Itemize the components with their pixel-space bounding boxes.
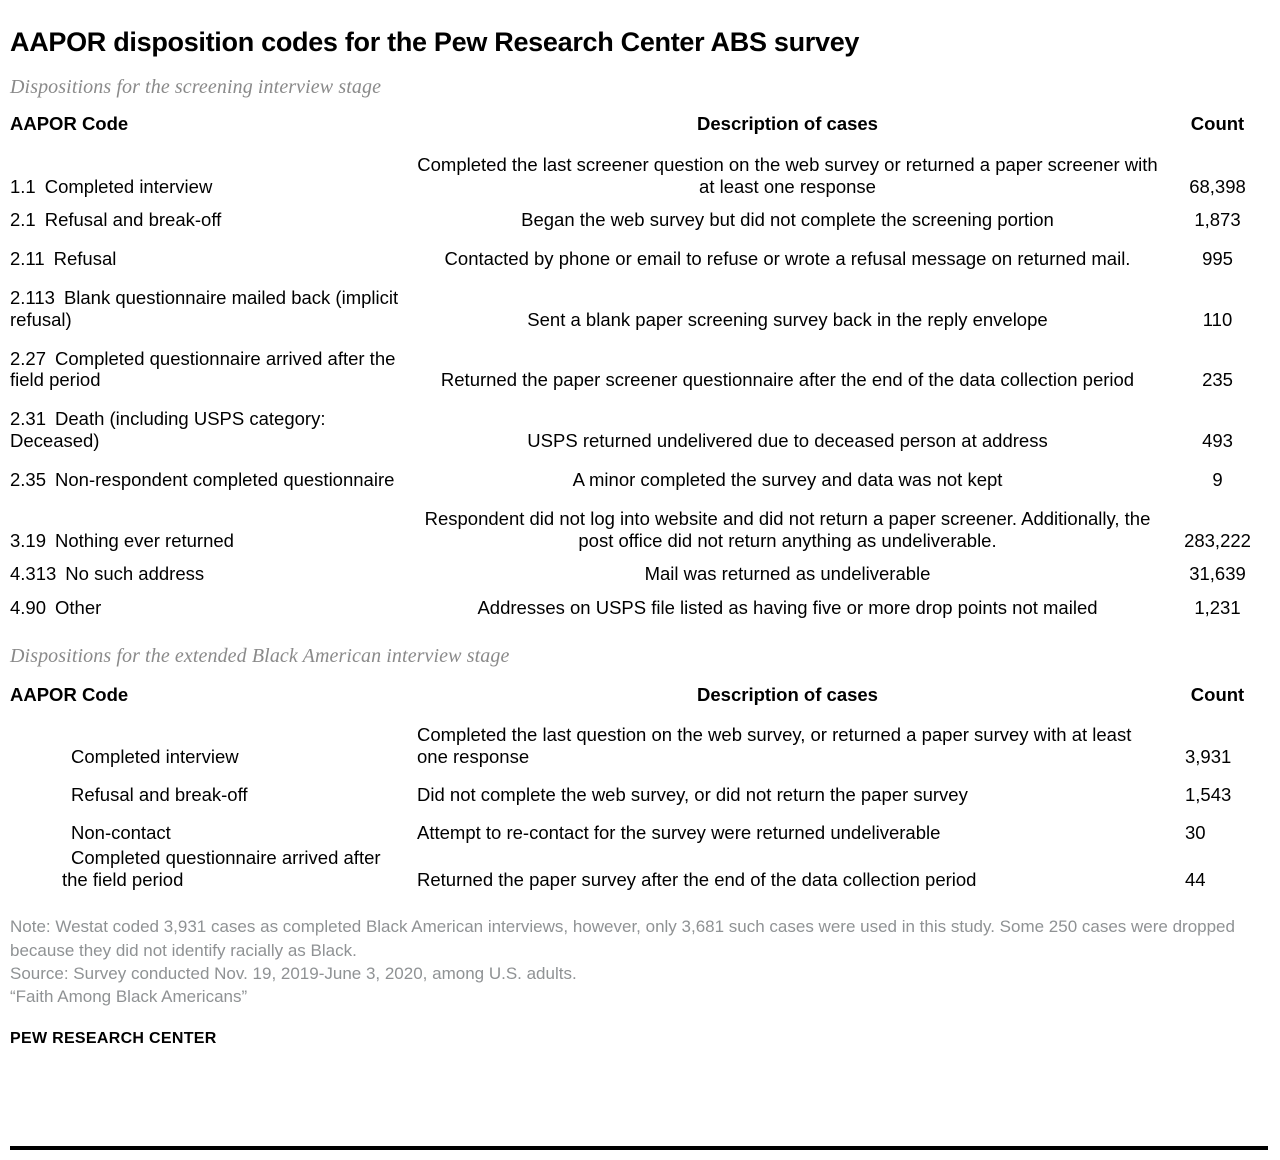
cell-aapor-code bbox=[10, 493, 410, 554]
code-label: Non-contact bbox=[71, 821, 171, 843]
code-number bbox=[10, 822, 71, 844]
cell-count: 30 bbox=[1185, 821, 1206, 843]
cell-description: Completed the last question on the web survey, or returned a paper survey with at least one response bbox=[417, 724, 1132, 767]
cell-count: 9 bbox=[1212, 468, 1223, 490]
cell-aapor-code bbox=[10, 272, 410, 333]
screening-dispositions-table bbox=[10, 113, 1270, 621]
cell-description: Mail was returned as undeliverable bbox=[644, 563, 931, 585]
column-header-count: Count bbox=[1190, 112, 1245, 134]
cell-count: 1,231 bbox=[1194, 597, 1241, 619]
cell-count: 1,543 bbox=[1185, 783, 1232, 805]
column-header-count: Count bbox=[1190, 684, 1245, 706]
table-row bbox=[10, 587, 1270, 621]
cell-description: Completed the last screener question on the web survey or returned a paper screener with at least one response bbox=[417, 153, 1158, 197]
cell-count: 235 bbox=[1202, 369, 1233, 391]
code-number: 1.1 bbox=[10, 175, 36, 197]
footnote-report-title: “Faith Among Black Americans” bbox=[10, 987, 248, 1007]
cell-aapor-code bbox=[10, 770, 410, 808]
table-row bbox=[10, 493, 1270, 554]
pew-research-center-brand: PEW RESEARCH CENTER bbox=[10, 1029, 217, 1047]
table-row bbox=[10, 553, 1270, 587]
footnote-source: Source: Survey conducted Nov. 19, 2019-June 3, 2020, among U.S. adults. bbox=[10, 963, 577, 983]
table-container-screening bbox=[10, 99, 1270, 621]
code-number: 2.35 bbox=[10, 468, 47, 490]
cell-description: Began the web survey but did not complete the screening portion bbox=[521, 209, 1054, 231]
code-label: Non-respondent completed questionnaire bbox=[55, 468, 395, 490]
code-number: 4.313 bbox=[10, 563, 57, 585]
cell-aapor-code bbox=[10, 393, 410, 454]
black-american-table-body bbox=[10, 710, 1270, 893]
cell-count: 1,873 bbox=[1194, 209, 1241, 231]
code-number: 2.113 bbox=[10, 287, 55, 308]
table-header-row bbox=[10, 113, 1270, 139]
cell-count: 3,931 bbox=[1185, 745, 1232, 767]
cell-aapor-code bbox=[10, 333, 410, 394]
cell-description: USPS returned undelivered due to deceased person at address bbox=[527, 430, 1048, 452]
column-header-description: Description of cases bbox=[697, 112, 878, 134]
cell-aapor-code bbox=[10, 710, 410, 770]
table-row bbox=[10, 808, 1270, 846]
cell-count: 68,398 bbox=[1189, 175, 1246, 197]
code-label: Completed questionnaire arrived after the field period bbox=[62, 847, 381, 891]
code-label: Death (including USPS category: Deceased) bbox=[10, 408, 326, 452]
cell-count: 283,222 bbox=[1184, 529, 1251, 551]
code-number bbox=[10, 784, 71, 806]
cell-aapor-code bbox=[10, 845, 410, 893]
cell-aapor-code bbox=[10, 587, 410, 621]
code-label: Refusal and break-off bbox=[71, 783, 248, 805]
column-header-code: AAPOR Code bbox=[10, 684, 129, 706]
cell-description: A minor completed the survey and data was not kept bbox=[572, 468, 1003, 490]
table-row bbox=[10, 845, 1270, 893]
table-row bbox=[10, 272, 1270, 333]
footnote-note: Note: Westat coded 3,931 cases as completed Black American interviews, however, only 3,681 such cases were used in this study. Some 250 cases were dropped because they did not identify racially as Black. bbox=[10, 917, 1235, 960]
code-label: Completed interview bbox=[44, 175, 213, 197]
table-row bbox=[10, 770, 1270, 808]
cell-count: 31,639 bbox=[1189, 563, 1246, 585]
code-number: 2.1 bbox=[10, 209, 36, 231]
cell-description: Returned the paper survey after the end of the data collection period bbox=[417, 869, 977, 891]
cell-count: 493 bbox=[1202, 430, 1233, 452]
code-label: Other bbox=[55, 597, 102, 619]
cell-aapor-code bbox=[10, 808, 410, 846]
code-number bbox=[10, 847, 71, 869]
cell-aapor-code bbox=[10, 233, 410, 272]
table-row bbox=[10, 233, 1270, 272]
cell-count: 995 bbox=[1202, 248, 1233, 270]
code-label: Completed interview bbox=[71, 745, 239, 767]
cell-count: 110 bbox=[1202, 308, 1233, 330]
cell-aapor-code bbox=[10, 139, 410, 200]
code-number: 2.27 bbox=[10, 347, 47, 369]
code-label: Nothing ever returned bbox=[55, 529, 234, 551]
table-header-row bbox=[10, 684, 1270, 710]
table-row bbox=[10, 710, 1270, 770]
code-label: Blank questionnaire mailed back (implicit refusal) bbox=[10, 287, 399, 330]
black-american-dispositions-table bbox=[10, 684, 1270, 893]
table-row bbox=[10, 199, 1270, 233]
section-subtitle-black-american: Dispositions for the extended Black American interview stage bbox=[10, 645, 510, 668]
cell-description: Returned the paper screener questionnaire after the end of the data collection period bbox=[440, 369, 1135, 391]
code-number: 2.31 bbox=[10, 408, 47, 430]
cell-aapor-code bbox=[10, 199, 410, 233]
code-number: 3.19 bbox=[10, 529, 47, 551]
table-container-black-american bbox=[10, 668, 1270, 893]
cell-description: Addresses on USPS file listed as having five or more drop points not mailed bbox=[477, 597, 1098, 619]
section-subtitle-screening: Dispositions for the screening interview stage bbox=[10, 75, 382, 98]
table-row bbox=[10, 139, 1270, 200]
cell-count: 44 bbox=[1185, 869, 1206, 891]
chart-footer bbox=[10, 893, 1270, 1048]
table-row bbox=[10, 454, 1270, 493]
cell-description: Attempt to re-contact for the survey were returned undeliverable bbox=[417, 821, 941, 843]
bottom-rule-divider bbox=[10, 1146, 1268, 1150]
cell-description: Contacted by phone or email to refuse or wrote a refusal message on returned mail. bbox=[444, 248, 1131, 270]
table-row bbox=[10, 393, 1270, 454]
code-label: No such address bbox=[65, 563, 205, 585]
cell-aapor-code bbox=[10, 454, 410, 493]
column-header-code: AAPOR Code bbox=[10, 112, 129, 134]
column-header-description: Description of cases bbox=[697, 684, 878, 706]
code-number bbox=[10, 746, 71, 768]
code-label: Refusal bbox=[53, 248, 117, 270]
cell-description: Sent a blank paper screening survey back in the reply envelope bbox=[527, 308, 1048, 330]
page-title: AAPOR disposition codes for the Pew Research Center ABS survey bbox=[10, 27, 860, 57]
code-number: 2.11 bbox=[10, 248, 45, 270]
cell-description: Did not complete the web survey, or did not return the paper survey bbox=[417, 783, 968, 805]
cell-aapor-code bbox=[10, 553, 410, 587]
table-row bbox=[10, 333, 1270, 394]
code-label: Completed questionnaire arrived after the field period bbox=[10, 347, 396, 391]
code-label: Refusal and break-off bbox=[44, 209, 222, 231]
code-number: 4.90 bbox=[10, 597, 47, 619]
cell-description: Respondent did not log into website and did not return a paper screener. Additionally, the post office did not return anything as undeliverable. bbox=[424, 507, 1151, 551]
screening-table-body bbox=[10, 139, 1270, 621]
